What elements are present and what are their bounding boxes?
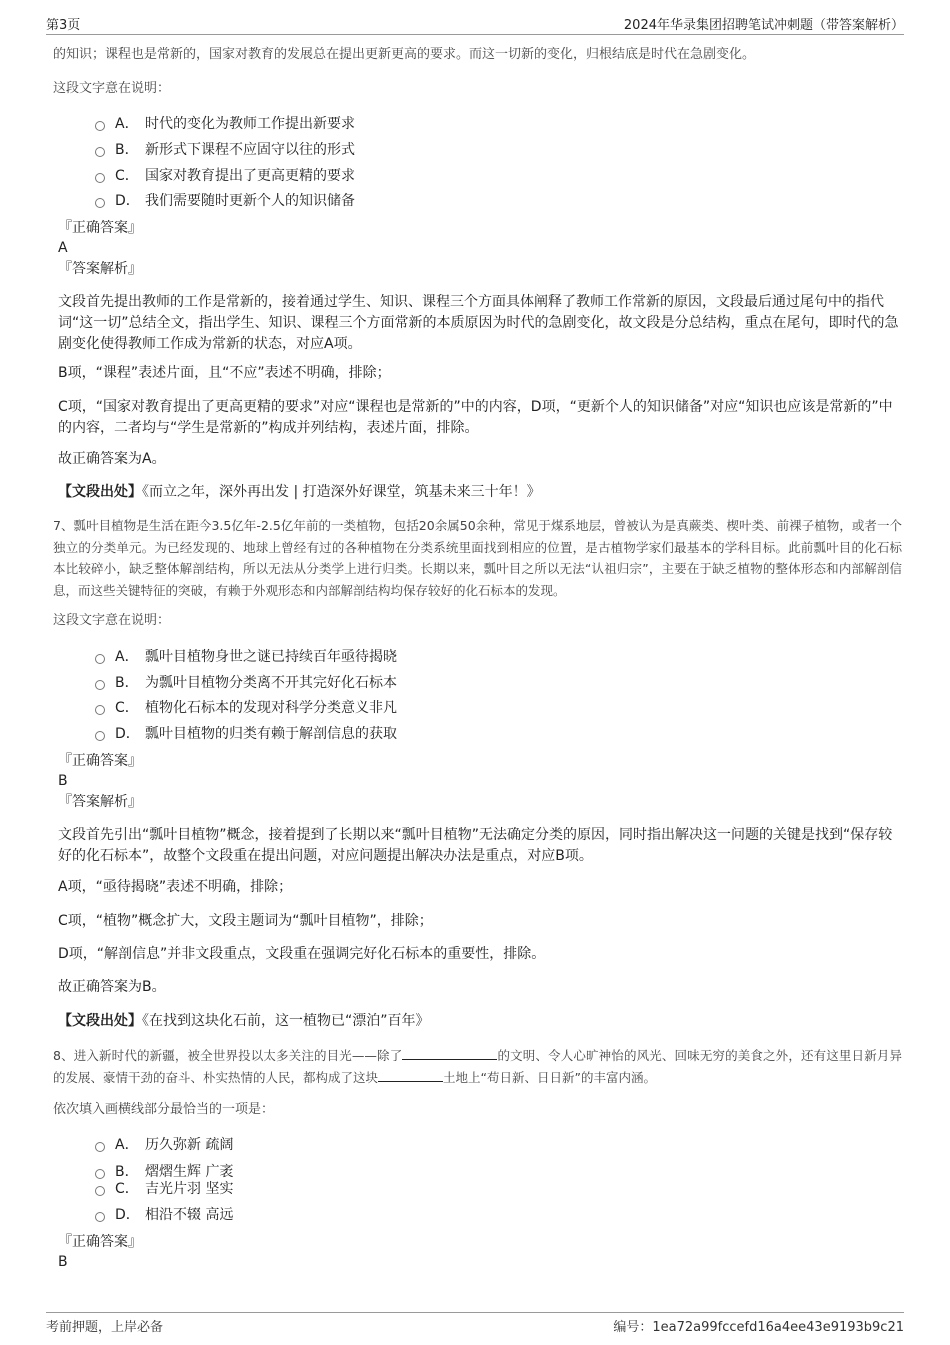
q8-stem: 8、进入新时代的新疆，被全世界投以太多关注的目光——除了 的文明、令人心旷神怡的风光、回味无穷的美食之外，还有这里日新月异的发展、豪情干劲的奋斗、朴实热情的人民，都构成了这块 土地上“苟日新、日日新”的丰富内涵。 [53,1045,902,1088]
q6-option-a[interactable]: A． 时代的变化为教师工作提出新要求 [95,114,355,134]
q8-option-b[interactable]: B． 熠熠生辉 广袤 [95,1162,233,1182]
radio-icon[interactable] [95,147,105,157]
q8-answer-label: 『正确答案』 [58,1234,142,1250]
footer-slogan: 考前押题，上岸必备 [46,1320,164,1335]
q6-analysis-p1: 文段首先提出教师的工作是常新的，接着通过学生、知识、课程三个方面具体阐释了教师工作常新的原因，文段最后通过尾句中的指代词“这一切”总结全文，指出学生、知识、课程三个方面常新的本质原因为时代的急剧变化，故文段是分总结构，重点在尾句，即时代的急剧变化使得教师工作成为常新的状态，对应A项。 [58,294,899,352]
q6-analysis-p3: C项，“国家对教育提出了更高更精的要求”对应“课程也是常新的”中的内容，D项，“更新个人的知识储备”对应“知识也应该是常新的”中的内容，二者均与“学生是常新的”构成并列结构，表述片面，排除。 [58,399,893,436]
q7-analysis-p3: C项，“植物”概念扩大，文段主题词为“瓢叶目植物”，排除； [58,913,433,929]
q6-option-b[interactable]: B． 新形式下课程不应固守以往的形式 [95,140,355,160]
q8-answer: B [58,1254,68,1270]
radio-icon[interactable] [95,1212,105,1222]
q6-option-d[interactable]: D． 我们需要随时更新个人的知识储备 [95,191,355,211]
document-id: 编号：1ea72a99fccefd16a4ee43e9193b9c21 [613,1320,904,1335]
q7-option-c[interactable]: C． 植物化石标本的发现对科学分类意义非凡 [95,698,397,718]
q7-analysis-p1: 文段首先引出“瓢叶目植物”概念，接着提到了长期以来“瓢叶目植物”无法确定分类的原因，同时指出解决这一问题的关键是找到“保存较好的化石标本”，故整个文段重在提出问题，对应问题提出解决办法是重点，对应B项。 [58,827,893,864]
q6-analysis-p2: B项，“课程”表述片面，且“不应”表述不明确，排除； [58,365,391,381]
q8-option-c[interactable]: C． 吉光片羽 坚实 [95,1179,233,1199]
q7-analysis-p4: D项，“解剖信息”并非文段重点，文段重在强调完好化石标本的重要性，排除。 [58,946,546,962]
q6-answer-label: 『正确答案』 [58,220,142,236]
page-header [46,14,904,35]
q8-option-d[interactable]: D． 相沿不辍 高远 [95,1205,233,1225]
q7-answer: B [58,773,68,789]
page-number: 第3页 [46,18,81,33]
fill-blank-1 [402,1045,497,1060]
q7-option-b[interactable]: B． 为瓢叶目植物分类离不开其完好化石标本 [95,673,397,693]
radio-icon[interactable] [95,173,105,183]
radio-icon[interactable] [95,654,105,664]
fill-blank-2 [378,1067,443,1082]
q7-stem: 7、瓢叶目植物是生活在距今3.5亿年-2.5亿年前的一类植物，包括20余属50余种，常见于煤系地层，曾被认为是真蕨类、楔叶类、前裸子植物，或者一个独立的分类单元。为已经发现的、地球上曾经有过的各种植物在分类系统里面找到相应的位置，是古植物学家们最基本的学科目标。此前瓢叶目的化石标本比较碎小，缺乏整体解剖结构，所以无法从分类学上进行归类。长期以来，瓢叶目之所以无法“认祖归宗”，主要在于缺乏植物的整体形态和内部解剖信息，而这些关键特征的突破，有赖于外观形态和内部解剖结构均保存较好的化石标本的发现。 [53,518,902,598]
q7-analysis-label: 『答案解析』 [58,794,142,810]
q6-analysis-p4: 故正确答案为A。 [58,451,166,467]
q6-intro-tail: 的知识；课程也是常新的，国家对教育的发展总在提出更新更高的要求。而这一切新的变化，归根结底是时代在急剧变化。 [53,47,756,62]
document-title: 2024年华录集团招聘笔试冲刺题（带答案解析） [623,18,904,33]
q7-option-a[interactable]: A． 瓢叶目植物身世之谜已持续百年亟待揭晓 [95,647,397,667]
radio-icon[interactable] [95,198,105,208]
q6-prompt: 这段文字意在说明： [53,81,171,96]
radio-icon[interactable] [95,731,105,741]
q7-source: 【文段出处】《在找到这块化石前，这一植物已“漂泊”百年》 [58,1013,430,1029]
q7-analysis-p2: A项，“亟待揭晓”表述不明确，排除； [58,879,293,895]
q7-analysis-p5: 故正确答案为B。 [58,979,166,995]
q7-answer-label: 『正确答案』 [58,753,142,769]
radio-icon[interactable] [95,121,105,131]
q6-option-c[interactable]: C． 国家对教育提出了更高更精的要求 [95,166,355,186]
q7-option-d[interactable]: D． 瓢叶目植物的归类有赖于解剖信息的获取 [95,724,397,744]
q8-prompt: 依次填入画横线部分最恰当的一项是： [53,1102,275,1117]
q6-source: 【文段出处】《而立之年，深外再出发 | 打造深外好课堂，筑基未来三十年！》 [58,484,541,500]
q8-option-a[interactable]: A． 历久弥新 疏阔 [95,1135,233,1155]
radio-icon[interactable] [95,1186,105,1196]
radio-icon[interactable] [95,680,105,690]
q6-answer: A [58,240,68,256]
radio-icon[interactable] [95,1169,105,1179]
q6-analysis-label: 『答案解析』 [58,261,142,277]
page-footer [46,1312,904,1337]
radio-icon[interactable] [95,1142,105,1152]
q7-prompt: 这段文字意在说明： [53,613,171,628]
radio-icon[interactable] [95,705,105,715]
